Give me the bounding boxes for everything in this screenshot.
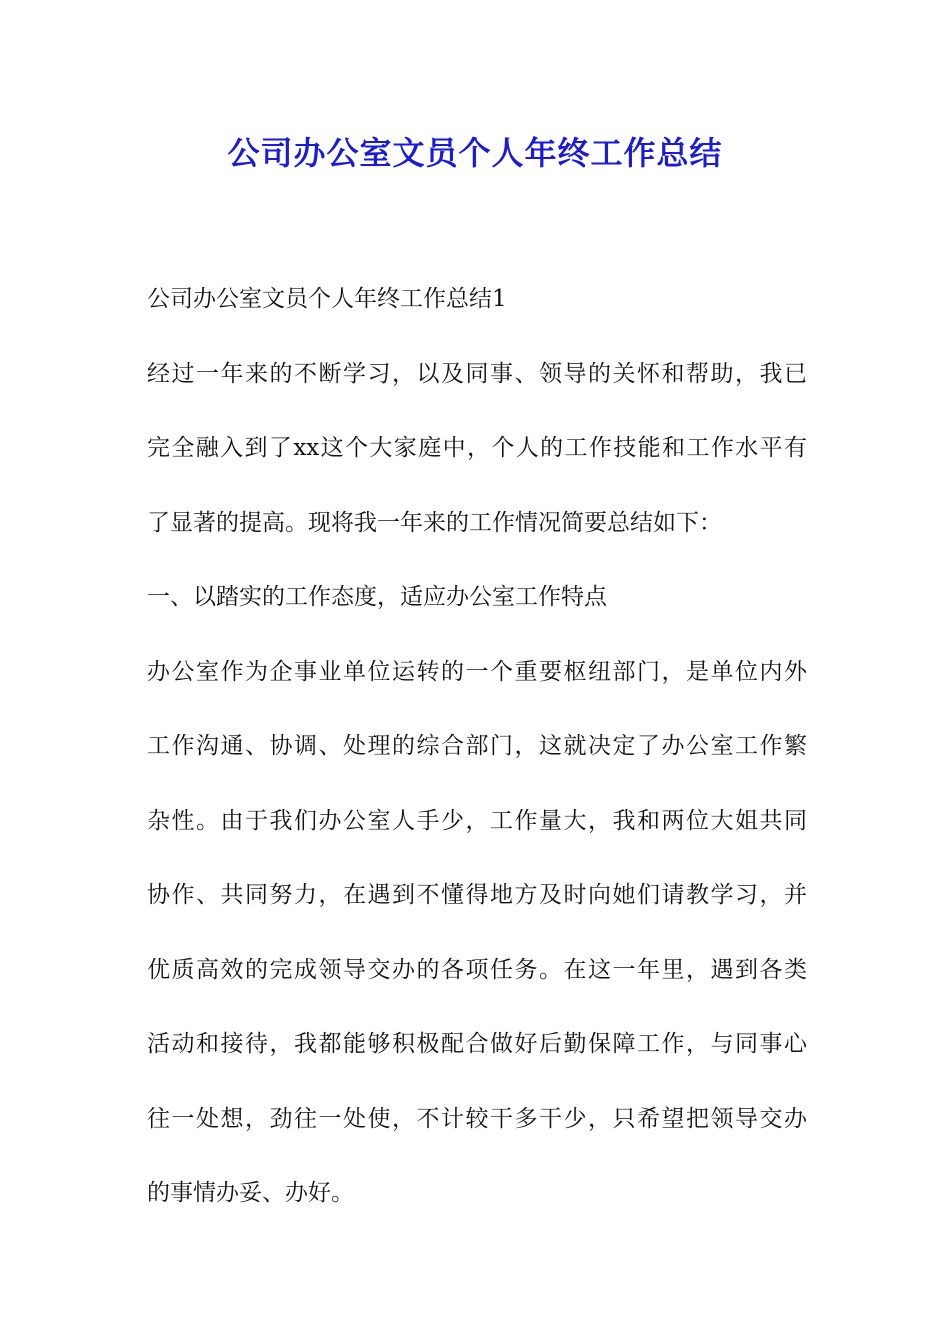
body-line: 了显著的提高。现将我一年来的工作情况简要总结如下： [147,509,722,536]
body-line: 的事情办妥、办好。 [147,1180,354,1206]
body-line: 杂性。由于我们办公室人手少，工作量大，我和两位大姐共同 [147,807,807,834]
section-heading: 公司办公室文员个人年终工作总结1 [147,286,507,312]
body-line: 活动和接待，我都能够积极配合做好后勤保障工作，与同事心 [147,1031,807,1057]
body-line: 优质高效的完成领导交办的各项任务。在这一年里，遇到各类 [147,956,807,983]
body-line: 往一处想，劲往一处使，不计较干多干少，只希望把领导交办 [147,1105,807,1132]
document-title: 公司办公室文员个人年终工作总结 [227,134,723,172]
body-line: 协作、共同努力，在遇到不懂得地方及时向她们请教学习，并 [147,882,807,908]
body-line: 完全融入到了xx这个大家庭中，个人的工作技能和工作水平有 [147,435,807,461]
body-line: 一、以踏实的工作态度，适应办公室工作特点 [147,584,607,610]
body-line: 办公室作为企事业单位运转的一个重要枢纽部门，是单位内外 [147,658,807,685]
body-line: 工作沟通、协调、处理的综合部门，这就决定了办公室工作繁 [147,733,807,759]
body-line: 经过一年来的不断学习，以及同事、领导的关怀和帮助，我已 [147,360,807,387]
document-body [147,262,807,1231]
